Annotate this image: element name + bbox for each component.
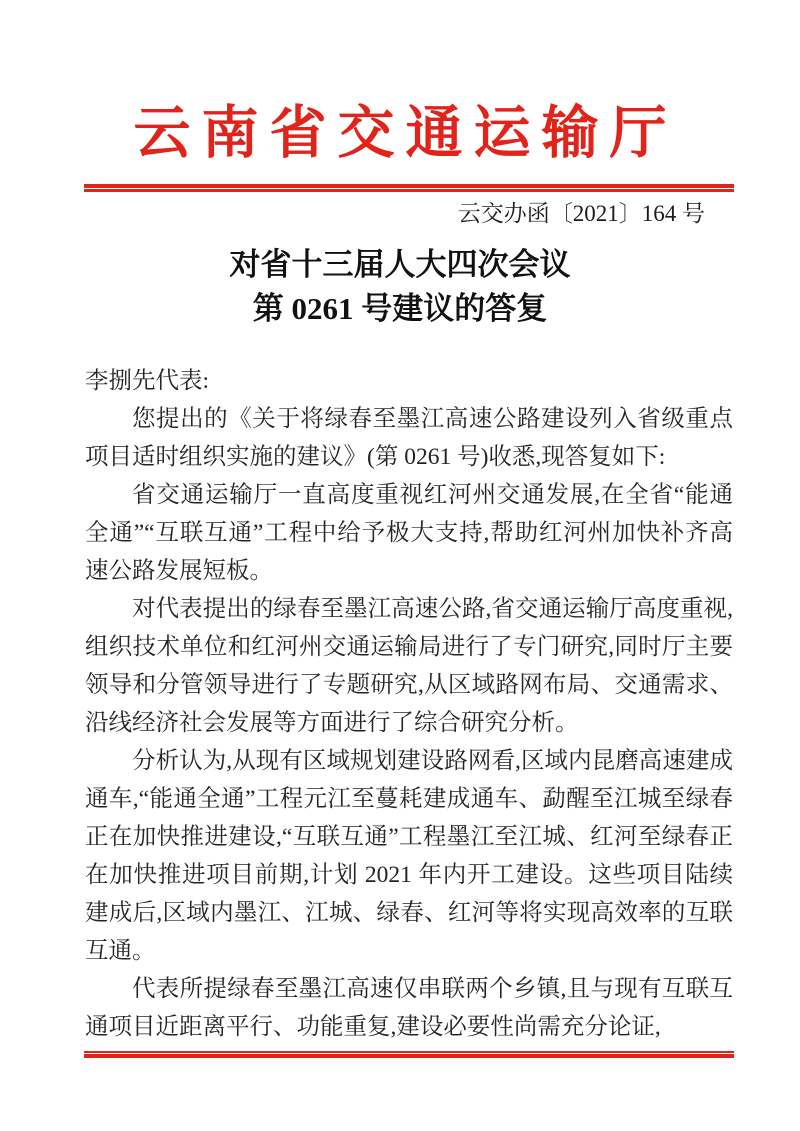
paragraph: 您提出的《关于将绿春至墨江高速公路建设列入省级重点项目适时组织实施的建议》(第 0261 号)收悉,现答复如下:: [85, 406, 733, 470]
document-title-line1: 对省十三届人大四次会议: [229, 247, 571, 282]
document-reference-number: 云交办函〔2021〕164 号: [457, 201, 705, 226]
salutation: 李捌先代表:: [85, 368, 210, 394]
letterhead-title: 云南省交通运输厅: [133, 102, 678, 165]
paragraph: 分析认为,从现有区域规划建设路网看,区域内昆磨高速建成通车,“能通全通”工程元江至蔓耗建成通车、勐醒至江城至绿春正在加快推进建设,“互联互通”工程墨江至江城、红河至绿春正在加快推进项目前期,计划 2021 年内开工建设。这些项目陆续建成后,区域内墨江、江城、绿春、红河等将实现高效率的互联互通。: [85, 748, 733, 964]
paragraph: 对代表提出的绿春至墨江高速公路,省交通运输厅高度重视,组织技术单位和红河州交通运输局进行了专门研究,同时厅主要领导和分管领导进行了专题研究,从区域路网布局、交通需求、沿线经济社会发展等方面进行了综合研究分析。: [85, 596, 733, 736]
document-body: [85, 362, 733, 1046]
red-separator-bottom: [84, 1051, 734, 1058]
paragraph: 省交通运输厅一直高度重视红河州交通发展,在全省“能通全通”“互联互通”工程中给予极大支持,帮助红河州加快补齐高速公路发展短板。: [85, 482, 733, 584]
paragraph: 代表所提绿春至墨江高速仅串联两个乡镇,且与现有互联互通项目近距离平行、功能重复,建设必要性尚需充分论证,: [85, 976, 733, 1040]
document-title: [0, 243, 800, 331]
document-title-line2: 第 0261 号建议的答复: [252, 291, 548, 326]
red-separator-top: [84, 184, 734, 192]
